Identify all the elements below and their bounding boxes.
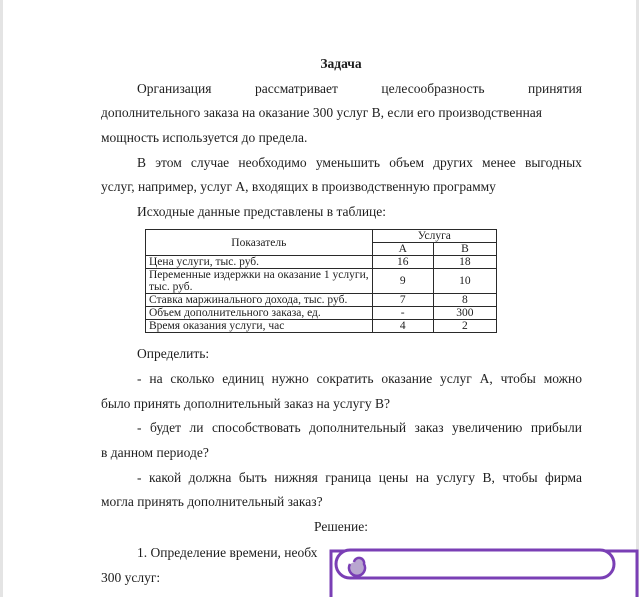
word: прибыли — [530, 420, 582, 435]
word: способствовать — [211, 420, 301, 435]
row-value-a: - — [372, 307, 433, 320]
word: на — [149, 371, 163, 386]
header-service: Услуга — [372, 230, 496, 243]
word: В — [137, 155, 147, 170]
word: должна — [188, 470, 232, 485]
word: - — [137, 470, 142, 485]
word: услуг — [440, 371, 472, 386]
word: других — [433, 155, 473, 170]
word: какой — [148, 470, 182, 485]
header-col-b: В — [433, 243, 496, 256]
word: уменьшить — [315, 155, 381, 170]
word: Организация — [137, 81, 212, 96]
intro-line-2: дополнительного заказа на оказание 300 услуг В, если его производственная — [101, 105, 543, 120]
word: чтобы — [500, 371, 536, 386]
table-row — [146, 294, 497, 307]
word: дополнительный — [309, 420, 407, 435]
word: быть — [238, 470, 267, 485]
word: - — [137, 420, 142, 435]
word: оказание — [381, 371, 433, 386]
solution-heading: Решение: — [314, 519, 368, 534]
word: - — [137, 371, 142, 386]
row-value-b: 8 — [433, 294, 496, 307]
word: нижняя — [274, 470, 318, 485]
question-3-line-2: могла принять дополнительный заказ? — [101, 494, 323, 509]
row-value-a: 7 — [372, 294, 433, 307]
word: увеличению — [452, 420, 523, 435]
row-label: Время оказания услуги, час — [146, 320, 373, 333]
word: А, — [479, 371, 493, 386]
word: единиц — [222, 371, 264, 386]
word: сколько — [170, 371, 215, 386]
word: будет — [149, 420, 181, 435]
header-col-a: А — [372, 243, 433, 256]
word: на — [415, 470, 429, 485]
row-value-b: 10 — [433, 269, 496, 294]
word: услугу — [436, 470, 475, 485]
para2-line-1 — [137, 155, 582, 171]
row-value-a: 16 — [372, 256, 433, 269]
row-value-b: 300 — [433, 307, 496, 320]
row-label: Ставка маржинального дохода, тыс. руб. — [146, 294, 373, 307]
determine-label: Определить: — [137, 346, 210, 361]
table-header-row — [146, 230, 497, 243]
table-row — [146, 320, 497, 333]
word: заказ — [414, 420, 444, 435]
table-row — [146, 269, 497, 294]
question-1-line-1 — [137, 371, 582, 387]
table-row — [146, 307, 497, 320]
word: чтобы — [502, 470, 538, 485]
word: принятия — [528, 81, 582, 96]
row-value-a: 9 — [372, 269, 433, 294]
step-1-line-1: 1. Определение времени, необх — [137, 545, 318, 560]
header-indicator: Показатель — [146, 230, 373, 256]
word: сократить — [316, 371, 374, 386]
table-row — [146, 256, 497, 269]
word: объем — [389, 155, 424, 170]
intro-line-3: мощность используется до предела. — [101, 130, 308, 145]
data-table — [145, 229, 497, 333]
question-2-line-2: в данном периоде? — [101, 445, 209, 460]
word: фирма — [545, 470, 582, 485]
word: В, — [482, 470, 495, 485]
row-label: Объем дополнительного заказа, ед. — [146, 307, 373, 320]
scroll-overlay-shape — [320, 540, 639, 597]
word: случае — [190, 155, 230, 170]
scroll-roll — [336, 550, 614, 578]
word: менее — [482, 155, 516, 170]
word: необходимо — [238, 155, 307, 170]
task-title: Задача — [320, 56, 362, 71]
page-left-edge — [0, 0, 3, 597]
row-label: Цена услуги, тыс. руб. — [146, 256, 373, 269]
word: граница — [325, 470, 372, 485]
word: этом — [155, 155, 182, 170]
question-1-line-2: было принять дополнительный заказ на услугу В? — [101, 396, 391, 411]
word: нужно — [271, 371, 309, 386]
word: рассматривает — [254, 81, 338, 96]
para2-line-2: услуг, например, услуг А, входящих в производственную программу — [101, 179, 496, 194]
step-1-line-2: 300 услуг: — [101, 570, 161, 585]
word: выгодных — [524, 155, 582, 170]
row-value-a: 4 — [372, 320, 433, 333]
row-value-b: 18 — [433, 256, 496, 269]
word: цены — [378, 470, 409, 485]
question-2-line-1 — [137, 420, 582, 436]
intro-line-1 — [137, 81, 582, 97]
word: можно — [543, 371, 582, 386]
row-value-b: 2 — [433, 320, 496, 333]
row-label: Переменные издержки на оказание 1 услуги, тыс. руб. — [146, 269, 373, 294]
table-intro: Исходные данные представлены в таблице: — [137, 204, 387, 219]
word: целесообразность — [381, 81, 485, 96]
question-3-line-1 — [137, 470, 582, 486]
word: ли — [189, 420, 204, 435]
